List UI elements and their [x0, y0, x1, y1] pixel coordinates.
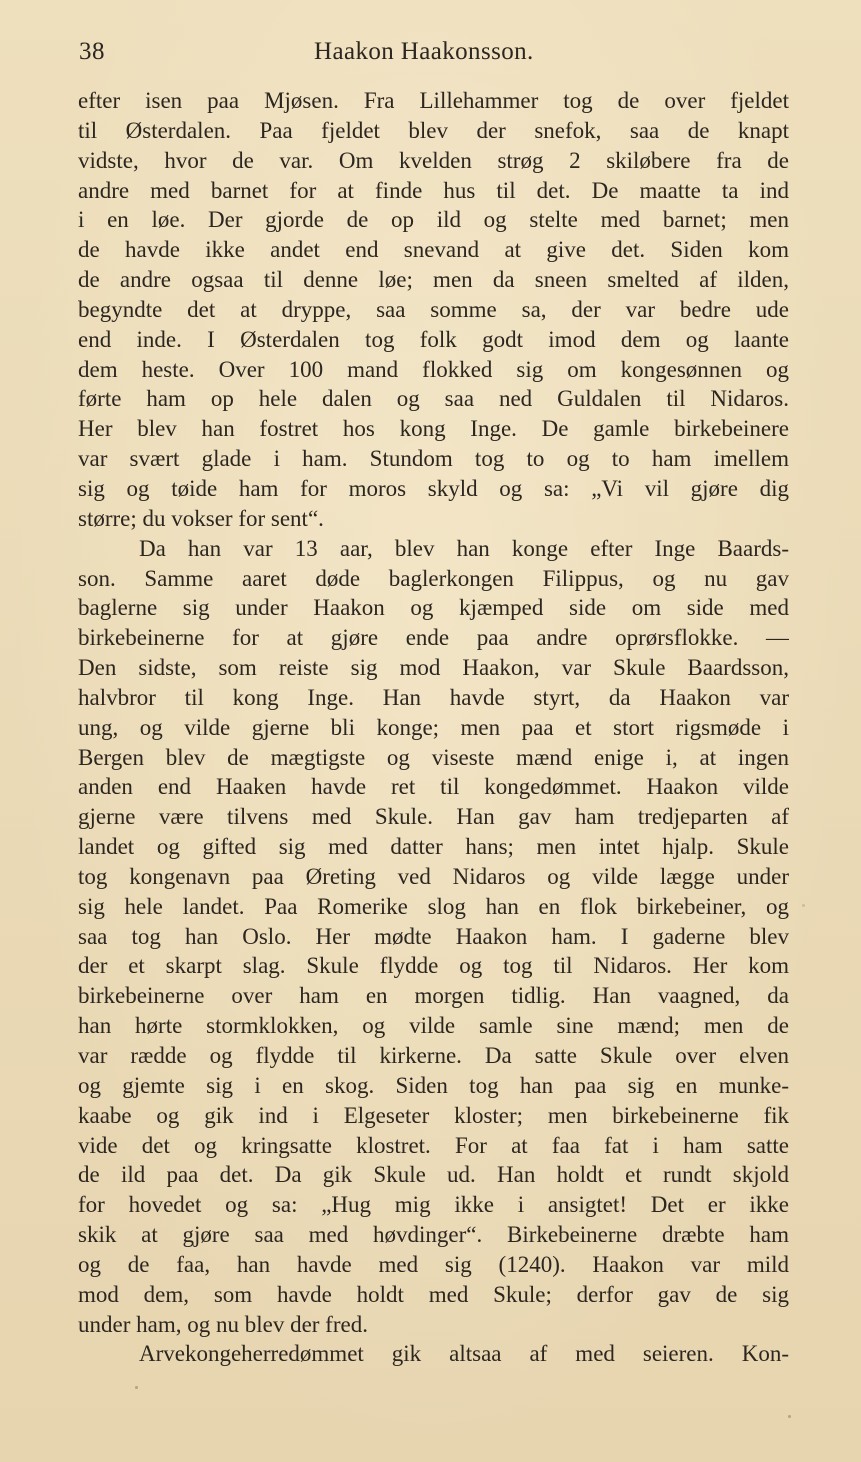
running-head: Haakon Haakonsson. [314, 38, 534, 65]
text-line-paragraph-start: Arvekongeherredømmet gik altsaa af med seieren. Kon- [139, 1341, 789, 1367]
text-line: kaabe og gik ind i Elgeseter kloster; men birkebeinerne fik [78, 1102, 789, 1128]
text-line: dem heste. Over 100 mand flokked sig om kongesønnen og [78, 356, 789, 382]
text-line: andre med barnet for at finde hus til det. De maatte ta ind [78, 177, 789, 203]
text-line: birkebeinerne over ham en morgen tidlig. Han vaagned, da [78, 983, 789, 1009]
text-line: de ild paa det. Da gik Skule ud. Han holdt et rundt skjold [78, 1162, 789, 1188]
text-line: de andre ogsaa til denne løe; men da sneen smelted af ilden, [78, 267, 789, 293]
text-line: sig hele landet. Paa Romerike slog han en flok birkebeiner, og [78, 893, 789, 919]
text-line: til Østerdalen. Paa fjeldet blev der snefok, saa de knapt [78, 117, 789, 143]
text-line: førte ham op hele dalen og saa ned Guldalen til Nidaros. [78, 386, 789, 412]
text-line: saa tog han Oslo. Her mødte Haakon ham. I gaderne blev [78, 923, 789, 949]
text-line: gjerne være tilvens med Skule. Han gav ham tredjeparten af [78, 804, 789, 830]
text-line: de havde ikke andet end snevand at give det. Siden kom [78, 237, 789, 263]
text-line: baglerne sig under Haakon og kjæmped side om side med [78, 595, 789, 621]
text-line: og gjemte sig i en skog. Siden tog han paa sig en munke- [78, 1072, 789, 1098]
text-line: vide det og kringsatte klostret. For at faa fat i ham satte [78, 1132, 789, 1158]
page-number: 38 [79, 38, 105, 65]
text-line: birkebeinerne for at gjøre ende paa andre oprørsflokke. — [78, 625, 789, 651]
text-line: mod dem, som havde holdt med Skule; derfor gav de sig [78, 1281, 789, 1307]
text-line: skik at gjøre saa med høvdinger“. Birkebeinerne dræbte ham [78, 1222, 789, 1248]
text-line: anden end Haaken havde ret til kongedømmet. Haakon vilde [78, 774, 789, 800]
text-line: Den sidste, som reiste sig mod Haakon, var Skule Baardsson, [78, 655, 789, 681]
text-line: son. Samme aaret døde baglerkongen Filippus, og nu gav [78, 565, 789, 591]
text-line: var svært glade i ham. Stundom tog to og to ham imellem [78, 446, 789, 472]
paper-speck [802, 904, 805, 907]
text-line: han hørte stormklokken, og vilde samle sine mænd; men de [78, 1013, 789, 1039]
text-line: i en løe. Der gjorde de op ild og stelte med barnet; men [78, 207, 789, 233]
text-line-paragraph-start: Da han var 13 aar, blev han konge efter Inge Baards- [139, 535, 789, 561]
text-line: tog kongenavn paa Øreting ved Nidaros og vilde lægge under [78, 863, 789, 889]
text-line: Bergen blev de mægtigste og viseste mænd enige i, at ingen [78, 744, 789, 770]
text-line: der et skarpt slag. Skule flydde og tog til Nidaros. Her kom [78, 953, 789, 979]
text-line: Her blev han fostret hos kong Inge. De gamle birkebeinere [78, 416, 789, 442]
paper-speck [788, 1415, 791, 1418]
text-line-paragraph-end: større; du vokser for sent“. [78, 505, 324, 531]
paper-speck [135, 1386, 138, 1389]
text-line: og de faa, han havde med sig (1240). Haakon var mild [78, 1251, 789, 1277]
text-line: efter isen paa Mjøsen. Fra Lillehammer tog de over fjeldet [78, 88, 789, 113]
text-line: vidste, hvor de var. Om kvelden strøg 2 skiløbere fra de [78, 147, 789, 173]
text-line: landet og gifted sig med datter hans; men intet hjalp. Skule [78, 834, 789, 860]
text-line: sig og tøide ham for moros skyld og sa: „Vi vil gjøre dig [78, 475, 789, 501]
text-line: var rædde og flydde til kirkerne. Da satte Skule over elven [78, 1043, 789, 1068]
text-line: halvbror til kong Inge. Han havde styrt, da Haakon var [78, 684, 789, 710]
text-line-paragraph-end: under ham, og nu blev der fred. [78, 1311, 368, 1337]
text-line: end inde. I Østerdalen tog folk godt imod dem og laante [78, 326, 789, 352]
text-line: for hovedet og sa: „Hug mig ikke i ansigtet! Det er ikke [78, 1192, 789, 1218]
text-line: ung, og vilde gjerne bli konge; men paa et stort rigsmøde i [78, 714, 789, 740]
body-text [78, 86, 789, 1369]
text-line: begyndte det at dryppe, saa somme sa, der var bedre ude [78, 296, 789, 322]
